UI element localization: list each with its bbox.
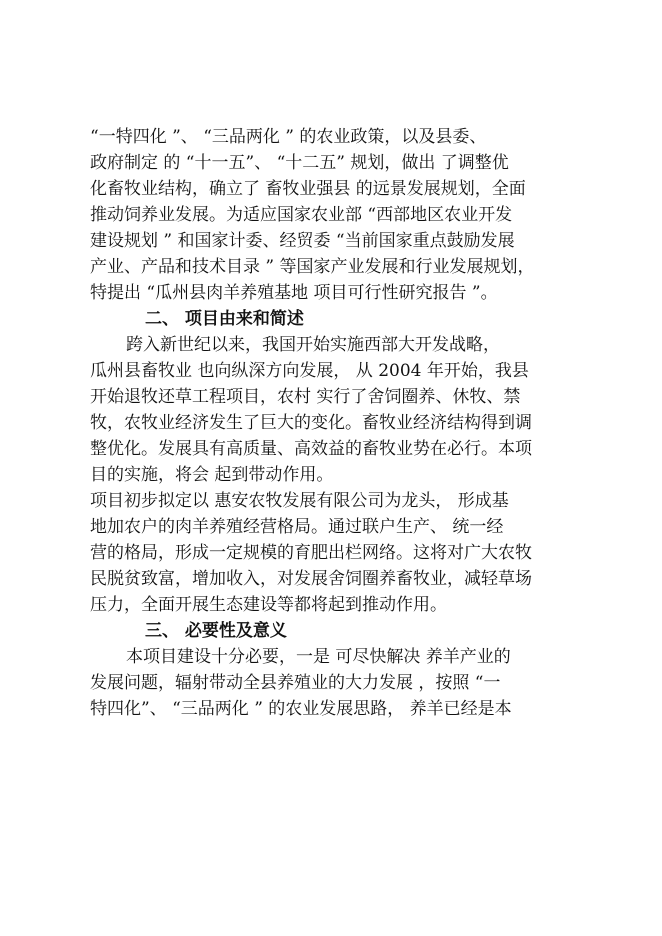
section-heading: 二、 项目由来和简述 (145, 309, 304, 329)
paragraph-line: 营的格局，形成一定规模的育肥出栏网络。这将对广大农牧 (90, 543, 532, 563)
paragraph-line: 化畜牧业结构，确立了 畜牧业强县 的远景发展规划，全面 (90, 179, 526, 199)
paragraph-line: 产业、产品和技术目录 ” 等国家产业发展和行业发展规划， (90, 257, 535, 277)
paragraph-line: 民脱贫致富，增加收入，对发展舍饲圈养畜牧业，减轻草场 (90, 569, 532, 589)
paragraph-line: 发展问题，辐射带动全县养殖业的大力发展 ，按照 “一 (90, 673, 501, 693)
paragraph-line: 推动饲养业发展。为适应国家农业部 “西部地区农业开发 (90, 205, 513, 225)
paragraph-line: 开始退牧还草工程项目，农村 实行了舍饲圈养、休牧、禁 (90, 387, 521, 407)
paragraph-line: 建设规划 ” 和国家计委、经贸委 “当前国家重点鼓励发展 (90, 231, 515, 251)
paragraph-line: 特四化”、 “三品两化 ” 的农业发展思路， 养羊已经是本 (90, 699, 512, 719)
paragraph-line: “一特四化 ”、 “三品两化 ” 的农业政策，以及县委、 (90, 127, 487, 147)
paragraph-line: 地加农户的肉羊养殖经营格局。通过联户生产、 统一经 (90, 517, 504, 537)
section-heading: 三、 必要性及意义 (145, 621, 287, 641)
paragraph-line: 跨入新世纪以来，我国开始实施西部大开发战略， (126, 335, 500, 355)
paragraph-line: 整优化。发展具有高质量、高效益的畜牧业势在必行。本项 (90, 439, 532, 459)
paragraph-line: 压力，全面开展生态建设等都将起到推动作用。 (90, 595, 447, 615)
paragraph-line: 政府制定 的 “十一五”、 “十二五” 规划，做出 了调整优 (90, 153, 509, 173)
paragraph-line: 项目初步拟定以 惠安农牧发展有限公司为龙头， 形成基 (90, 491, 509, 511)
paragraph-line: 本项目建设十分必要，一是 可尽快解决 养羊产业的 (126, 647, 511, 667)
paragraph-line: 特提出 “瓜州县肉羊养殖基地 项目可行性研究报告 ”。 (90, 283, 498, 303)
paragraph-line: 目的实施，将会 起到带动作用。 (90, 465, 334, 485)
paragraph-line: 牧，农牧业经济发生了巨大的变化。畜牧业经济结构得到调 (90, 413, 532, 433)
paragraph-line: 瓜州县畜牧业 也向纵深方向发展， 从 2004 年开始，我县 (90, 361, 529, 381)
